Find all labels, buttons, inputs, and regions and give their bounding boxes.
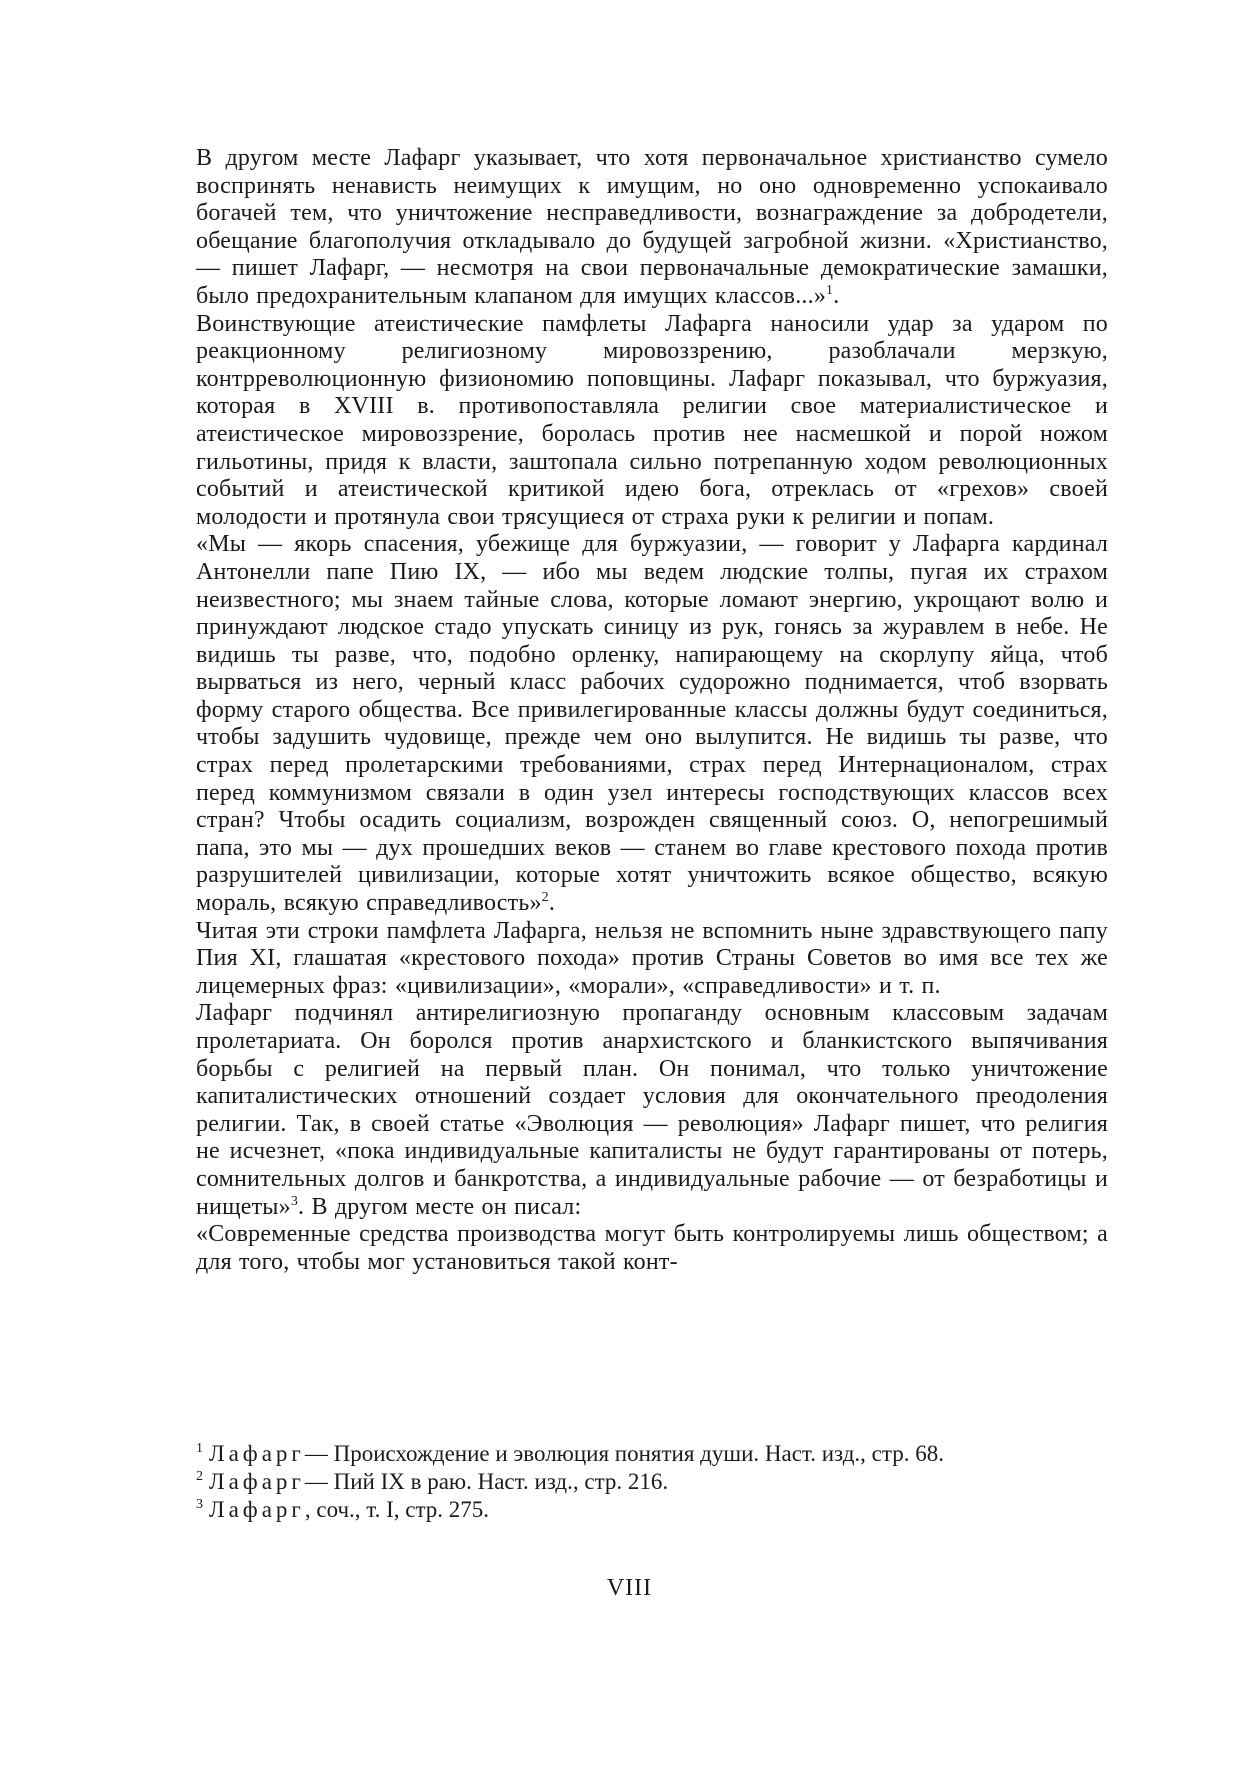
paragraph-1: В другом месте Лафарг указывает, что хотя первоначальное христианство сумело воспринять ненависть неимущих к имущим, но оно одновременно успокаивало богачей тем, что уничтожение несправедливости, вознаграждение за добродетели, обещание благополучия откладывало до будущей загробной жизни. «Христианство, — пишет Лафарг, — несмотря на свои первоначальные демократические замашки, было предохранительным клапаном для имущих классов...»$^1$. xyxy=(196,145,1108,309)
footnote-3-text: , соч., т. I, стр. 275. xyxy=(304,1497,490,1522)
paragraph-3: «Мы — якорь спасения, убежище для буржуазии, — говорит у Лафарга кардинал Антонелли папе Пию IX, — ибо мы ведем людские толпы, пугая их страхом неизвестного; мы знаем тайные слова, которые ломают энергию, укрощают волю и принуждают людское стадо упускать синицу из рук, гонясь за журавлем в небе. Не видишь ты разве, что, подобно орленку, напирающему на скорлупу яйца, чтоб вырваться из него, черный класс рабочих судорожно поднимается, чтоб взорвать форму старого общества. Все привилегированные классы должны будут соединиться, чтобы задушить чудовище, прежде чем оно вылупится. Не видишь ты разве, что страх перед пролетарскими требованиями, страх перед Интернационалом, страх перед коммунизмом связали в один узел интересы господствующих классов всех стран? Чтобы осадить социализм, возрожден священный союз. О, непогрешимый папа, это мы — дух прошедших веков — станем во главе крестового похода против разрушителей цивилизации, которые хотят уничтожить всякое общество, всякую мораль, всякую справедливость»$^2$. xyxy=(196,531,1108,917)
footnote-ref-3: 3 xyxy=(290,1193,299,1209)
paragraph-5-tail: В другом месте он писал: xyxy=(304,1193,582,1220)
footnote-2-text: — Пий IX в раю. Наст. изд., стр. 216. xyxy=(304,1469,669,1494)
paragraph-6 xyxy=(196,1221,1108,1276)
footnote-ref-1: 1 xyxy=(826,282,834,298)
paragraph-5-text: Лафарг подчинял антирелигиозную пропаганду основным классовым задачам пролетариата. Он боролся против анархистского и бланкистского выпячивания борьбы с религией на первый план. Он понимал, что только уничтожение капиталистических отношений создает условия для окончательного преодоления религии. Так, в своей статье «Эволюция — революция» Лафарг пишет, что религия не исчезнет, «пока индивидуальные капиталисты не будут гарантированы от потерь, сомнительных долгов и банкротства, а индивидуальные рабочие — от безработицы и нищеты» xyxy=(196,1000,1108,1220)
footnotes xyxy=(196,1440,1108,1524)
main-text xyxy=(196,145,1108,1276)
paragraph-2 xyxy=(196,311,1108,532)
paragraph-1-text: В другом месте Лафарг указывает, что хотя первоначальное христианство сумело воспринять ненависть неимущих к имущим, но оно одновременно успокаивало богачей тем, что уничтожение несправедливости, вознаграждение за добродетели, обещание благополучия откладывало до будущей загробной жизни. «Христианство, — пишет Лафарг, — несмотря на свои первоначальные демократические замашки, было предохранительным клапаном для имущих классов...» xyxy=(196,145,1108,309)
footnote-ref-2: 2 xyxy=(541,890,549,906)
paragraph-5: Лафарг подчинял антирелигиозную пропаганду основным классовым задачам пролетариата. Он боролся против анархистского и бланкистского выпячивания борьбы с религией на первый план. Он понимал, что только уничтожение капиталистических отношений создает условия для окончательного преодоления религии. Так, в своей статье «Эволюция — революция» Лафарг пишет, что религия не исчезнет, «пока индивидуальные капиталисты не будут гарантированы от потерь, сомнительных долгов и банкротства, а индивидуальные рабочие — от безработицы и нищеты»$^3$. В другом месте он писал: xyxy=(196,1000,1108,1220)
page-number: VIII xyxy=(606,1575,653,1601)
footnote-1-text: — Происхождение и эволюция понятия души. Наст. изд., стр. 68. xyxy=(304,1441,944,1466)
paragraph-2-text: Воинствующие атеистические памфлеты Лафарга наносили удар за ударом по реакционному религиозному мировоззрению, разоблачали мерзкую, контрреволюционную физиономию поповщины. Лафарг показывал, что буржуазия, которая в XVIII в. противопоставляла религии свое материалистическое и атеистическое мировоззрение, боролась против нее насмешкой и порой ножом гильотины, придя к власти, заштопала сильно потрепанную ходом революционных событий и атеистической критикой идею бога, отреклась от «грехов» своей молодости и протянула свои трясущиеся от страха руки к религии и попам. xyxy=(196,310,1108,530)
footnote-3 xyxy=(196,1496,1108,1524)
footnote-2-author: Лафарг xyxy=(209,1469,305,1494)
footnote-2 xyxy=(196,1468,1108,1496)
footnote-1 xyxy=(196,1440,1108,1468)
paragraph-4 xyxy=(196,918,1108,1001)
footnote-3-number: 3 xyxy=(196,1497,203,1513)
paragraph-3-text: «Мы — якорь спасения, убежище для буржуазии, — говорит у Лафарга кардинал Антонелли папе Пию IX, — ибо мы ведем людские толпы, пугая их страхом неизвестного; мы знаем тайные слова, которые ломают энергию, укрощают волю и принуждают людское стадо упускать синицу из рук, гонясь за журавлем в небе. Не видишь ты разве, что, подобно орленку, напирающему на скорлупу яйца, чтоб вырваться из него, черный класс рабочих судорожно поднимается, чтоб взорвать форму старого общества. Все привилегированные классы должны будут соединиться, чтобы задушить чудовище, прежде чем оно вылупится. Не видишь ты разве, что страх перед пролетарскими требованиями, страх перед Интернационалом, страх перед коммунизмом связали в один узел интересы господствующих классов всех стран? Чтобы осадить социализм, возрожден священный союз. О, непогрешимый папа, это мы — дух прошедших веков — станем во главе крестового похода против разрушителей цивилизации, которые хотят уничтожить всякое общество, всякую мораль, всякую справедливость» xyxy=(196,531,1108,917)
footnote-1-number: 1 xyxy=(196,1441,203,1457)
footnote-3-author: Лафарг xyxy=(209,1497,305,1522)
footnote-2-number: 2 xyxy=(196,1469,203,1485)
paragraph-6-text: «Современные средства производства могут быть контролируемы лишь обществом; а для того, чтобы мог установиться такой конт- xyxy=(196,1221,1108,1275)
paragraph-4-text: Читая эти строки памфлета Лафарга, нельзя не вспомнить ныне здравствующего папу Пия XI, глашатая «крестового похода» против Страны Советов во имя все тех же лицемерных фраз: «цивилизации», «морали», «справедливости» и т. п. xyxy=(196,917,1108,999)
footnote-1-author: Лафарг xyxy=(209,1441,305,1466)
